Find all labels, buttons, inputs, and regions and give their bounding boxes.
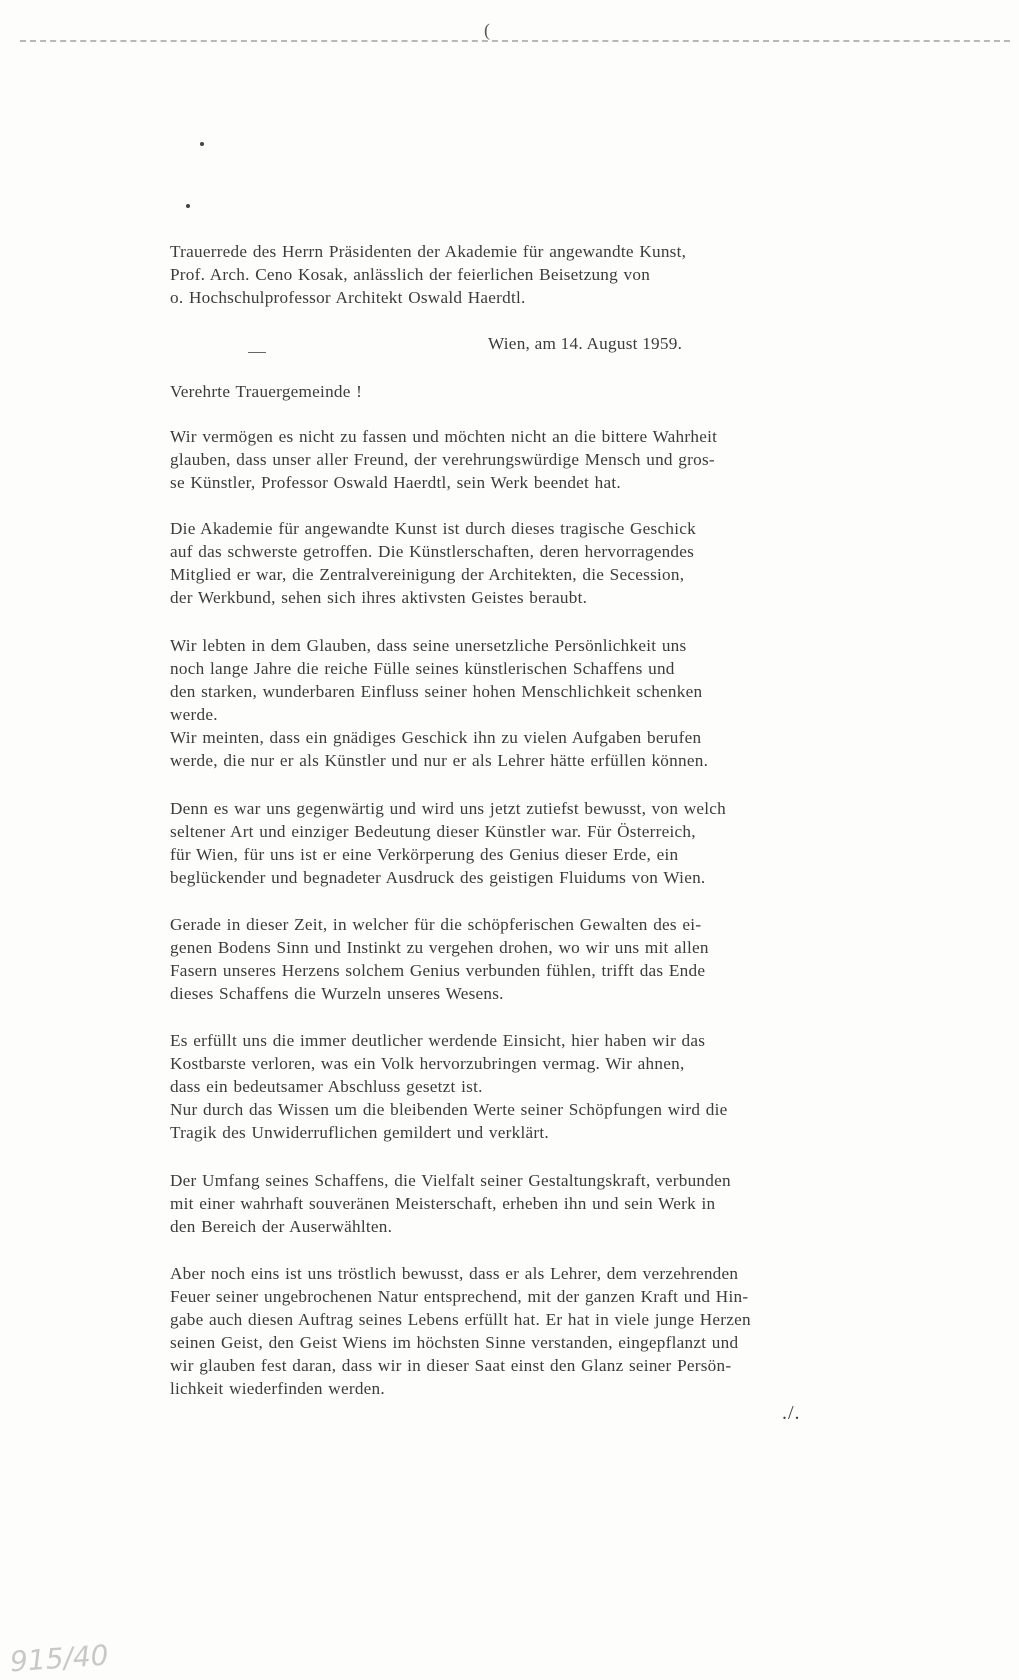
text-line: Wir lebten in dem Glauben, dass seine unersetzliche Persönlichkeit uns <box>170 636 687 655</box>
text-line: seinen Geist, den Geist Wiens im höchsten Sinne verstanden, eingepflanzt und <box>170 1333 739 1352</box>
text-line: werde. <box>170 705 218 724</box>
text-line: Wir meinten, dass ein gnädiges Geschick ihn zu vielen Aufgaben berufen <box>170 728 702 747</box>
archive-number: 915/40 <box>8 1638 110 1679</box>
salutation-line: Verehrte Trauergemeinde ! <box>170 382 363 401</box>
ink-dot <box>200 142 204 146</box>
text-line: noch lange Jahre die reiche Fülle seines künstlerischen Schaffens und <box>170 659 675 678</box>
heading-line: Trauerrede des Herrn Präsidenten der Akademie für angewandte Kunst, <box>170 242 687 261</box>
paragraph-1 <box>170 425 1000 494</box>
paragraph-6 <box>170 1029 1000 1144</box>
heading-line: Prof. Arch. Ceno Kosak, anlässlich der feierlichen Beisetzung von <box>170 265 651 284</box>
ink-dot <box>186 204 190 208</box>
text-line: der Werkbund, sehen sich ihres aktivsten Geistes beraubt. <box>170 588 588 607</box>
continuation-mark: ./. <box>782 1402 801 1424</box>
text-line: Fasern unseres Herzens solchem Genius verbunden fühlen, trifft das Ende <box>170 961 706 980</box>
text-line: Es erfüllt uns die immer deutlicher werdende Einsicht, hier haben wir das <box>170 1031 706 1050</box>
text-line: gabe auch diesen Auftrag seines Lebens erfüllt hat. Er hat in viele junge Herzen <box>170 1310 751 1329</box>
text-line: Tragik des Unwiderruflichen gemildert und verklärt. <box>170 1123 549 1142</box>
text-line: dieses Schaffens die Wurzeln unseres Wesens. <box>170 984 504 1003</box>
dash-mark <box>248 352 266 353</box>
text-line: lichkeit wiederfinden werden. <box>170 1379 385 1398</box>
text-line: Der Umfang seines Schaffens, die Vielfalt seiner Gestaltungskraft, verbunden <box>170 1171 731 1190</box>
text-line: wir glauben fest daran, dass wir in dieser Saat einst den Glanz seiner Persön- <box>170 1356 732 1375</box>
date-line: Wien, am 14. August 1959. <box>488 334 683 353</box>
text-line: werde, die nur er als Künstler und nur er als Lehrer hätte erfüllen können. <box>170 751 709 770</box>
text-line: se Künstler, Professor Oswald Haerdtl, sein Werk beendet hat. <box>170 473 621 492</box>
text-line: beglückender und begnadeter Ausdruck des geistigen Fluidums von Wien. <box>170 868 706 887</box>
text-line: Wir vermögen es nicht zu fassen und möchten nicht an die bittere Wahrheit <box>170 427 718 446</box>
text-line: seltener Art und einziger Bedeutung dieser Künstler war. Für Österreich, <box>170 822 696 841</box>
text-line: dass ein bedeutsamer Abschluss gesetzt ist. <box>170 1077 483 1096</box>
text-line: Mitglied er war, die Zentralvereinigung der Architekten, die Secession, <box>170 565 685 584</box>
document-heading <box>170 240 1000 309</box>
text-line: Die Akademie für angewandte Kunst ist durch dieses tragische Geschick <box>170 519 696 538</box>
paragraph-5 <box>170 913 1000 1005</box>
salutation <box>170 380 1000 403</box>
text-line: auf das schwerste getroffen. Die Künstlerschaften, deren hervorragendes <box>170 542 695 561</box>
text-line: den Bereich der Auserwählten. <box>170 1217 393 1236</box>
text-line: glauben, dass unser aller Freund, der verehrungswürdige Mensch und gros- <box>170 450 715 469</box>
paragraph-7 <box>170 1169 1000 1238</box>
text-line: Aber noch eins ist uns tröstlich bewusst, dass er als Lehrer, dem verzehrenden <box>170 1264 739 1283</box>
scan-edge-line <box>20 40 1010 42</box>
text-line: Kostbarste verloren, was ein Volk hervorzubringen vermag. Wir ahnen, <box>170 1054 685 1073</box>
heading-line: o. Hochschulprofessor Architekt Oswald Haerdtl. <box>170 288 526 307</box>
text-line: Nur durch das Wissen um die bleibenden Werte seiner Schöpfungen wird die <box>170 1100 728 1119</box>
text-line: Denn es war uns gegenwärtig und wird uns jetzt zutiefst bewusst, von welch <box>170 799 727 818</box>
top-mark: ( <box>484 20 490 40</box>
text-line: genen Bodens Sinn und Instinkt zu vergehen drohen, wo wir uns mit allen <box>170 938 709 957</box>
text-line: für Wien, für uns ist er eine Verkörperung des Genius dieser Erde, ein <box>170 845 679 864</box>
text-line: Feuer seiner ungebrochenen Natur entsprechend, mit der ganzen Kraft und Hin- <box>170 1287 749 1306</box>
text-line: mit einer wahrhaft souveränen Meisterschaft, erheben ihn und sein Werk in <box>170 1194 716 1213</box>
paragraph-8 <box>170 1262 1000 1400</box>
paragraph-2 <box>170 517 1000 609</box>
text-line: den starken, wunderbaren Einfluss seiner hohen Menschlichkeit schenken <box>170 682 703 701</box>
paragraph-3 <box>170 634 1000 772</box>
paragraph-4 <box>170 797 1000 889</box>
text-line: Gerade in dieser Zeit, in welcher für die schöpferischen Gewalten des ei- <box>170 915 702 934</box>
